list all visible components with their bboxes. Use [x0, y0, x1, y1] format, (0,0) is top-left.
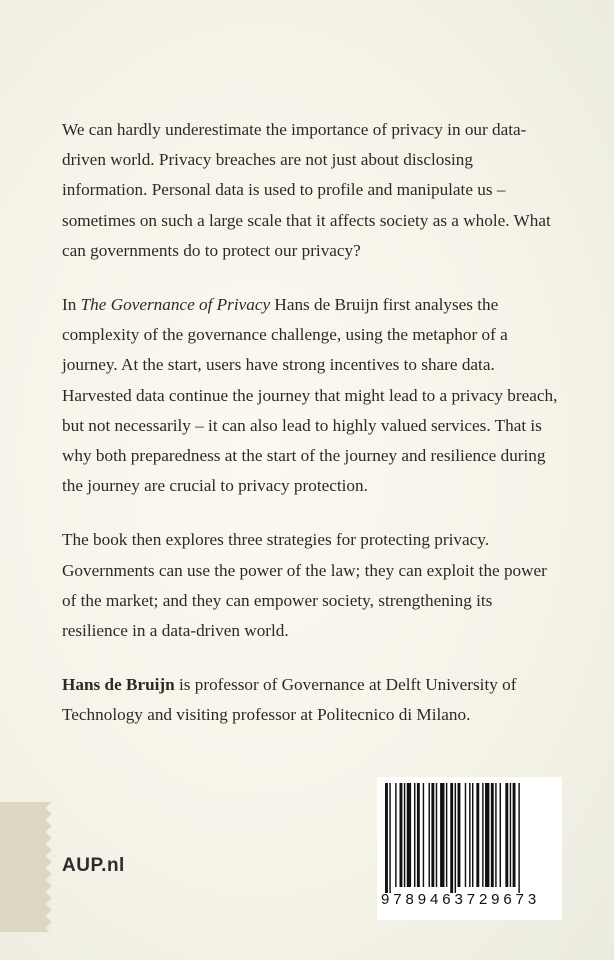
barcode-bar [436, 783, 437, 887]
blurb-paragraph-1: We can hardly underestimate the importance of privacy in our data-driven world. Privacy breaches are not just about disclosing information. Personal data is used to profile and manipulate us – sometimes on such a large scale that it affects society as a whole. What can governments do to protect our privacy? [62, 120, 551, 260]
barcode-bar [500, 783, 501, 887]
blurb-paragraph-2-intro: In [62, 295, 81, 315]
author-name: Hans de Bruijn [62, 675, 175, 695]
barcode-bar [510, 783, 511, 887]
barcode-bar [458, 783, 461, 887]
barcode-bar [469, 783, 470, 887]
publisher-url[interactable]: AUP.nl [62, 855, 125, 876]
barcode-bar [407, 783, 411, 887]
barcode-bar [429, 783, 430, 887]
barcode-bar [491, 783, 494, 887]
spine-tab-edge [40, 802, 52, 932]
barcode-bar [385, 783, 388, 893]
barcode-bar [476, 783, 479, 887]
blurb-paragraph-2 [62, 290, 562, 501]
barcode-bar [431, 783, 434, 887]
barcode-bar [455, 783, 456, 893]
author-bio [62, 670, 562, 730]
barcode-bar [513, 783, 516, 887]
barcode-bar [446, 783, 447, 887]
barcode-bar [440, 783, 444, 887]
barcode-bar [472, 783, 473, 887]
barcode-bar [450, 783, 453, 893]
author-bio-text: is professor of Governance at Delft University of Technology and visiting professor at Politecnico di Milano. [62, 675, 517, 725]
book-title: The Governance of Privacy [80, 295, 271, 315]
barcode-bar [465, 783, 466, 887]
barcode-bar [417, 783, 420, 887]
barcode-bar [495, 783, 496, 887]
barcode-bar [404, 783, 405, 887]
barcode-bars [385, 783, 555, 893]
barcode-bar [482, 783, 483, 887]
barcode-bar [423, 783, 424, 887]
barcode-bar [400, 783, 403, 887]
barcode-bar [389, 783, 390, 893]
back-cover-text [62, 115, 562, 755]
barcode-bar [485, 783, 489, 887]
blurb-paragraph-3: The book then explores three strategies for protecting privacy. Governments can use the power of the law; they can exploit the power of the market; and they can empower society, strengthening its resilience in a data-driven world. [62, 530, 547, 641]
barcode-bar [395, 783, 396, 887]
isbn-number: 9789463729673 [381, 891, 541, 908]
blurb-paragraph-2-text: Hans de Bruijn first analyses the complexity of the governance challenge, using the metaphor of a journey. At the start, users have strong incentives to share data. Harvested data continue the journey that might lead to a privacy breach, but not necessarily – it can also lead to highly valued services. That is why both preparedness at the start of the journey and resilience during the journey are crucial to privacy protection. [62, 295, 558, 496]
barcode-bar [518, 783, 519, 893]
barcode-bar [505, 783, 508, 887]
barcode-bar [414, 783, 415, 887]
barcode [377, 777, 562, 920]
